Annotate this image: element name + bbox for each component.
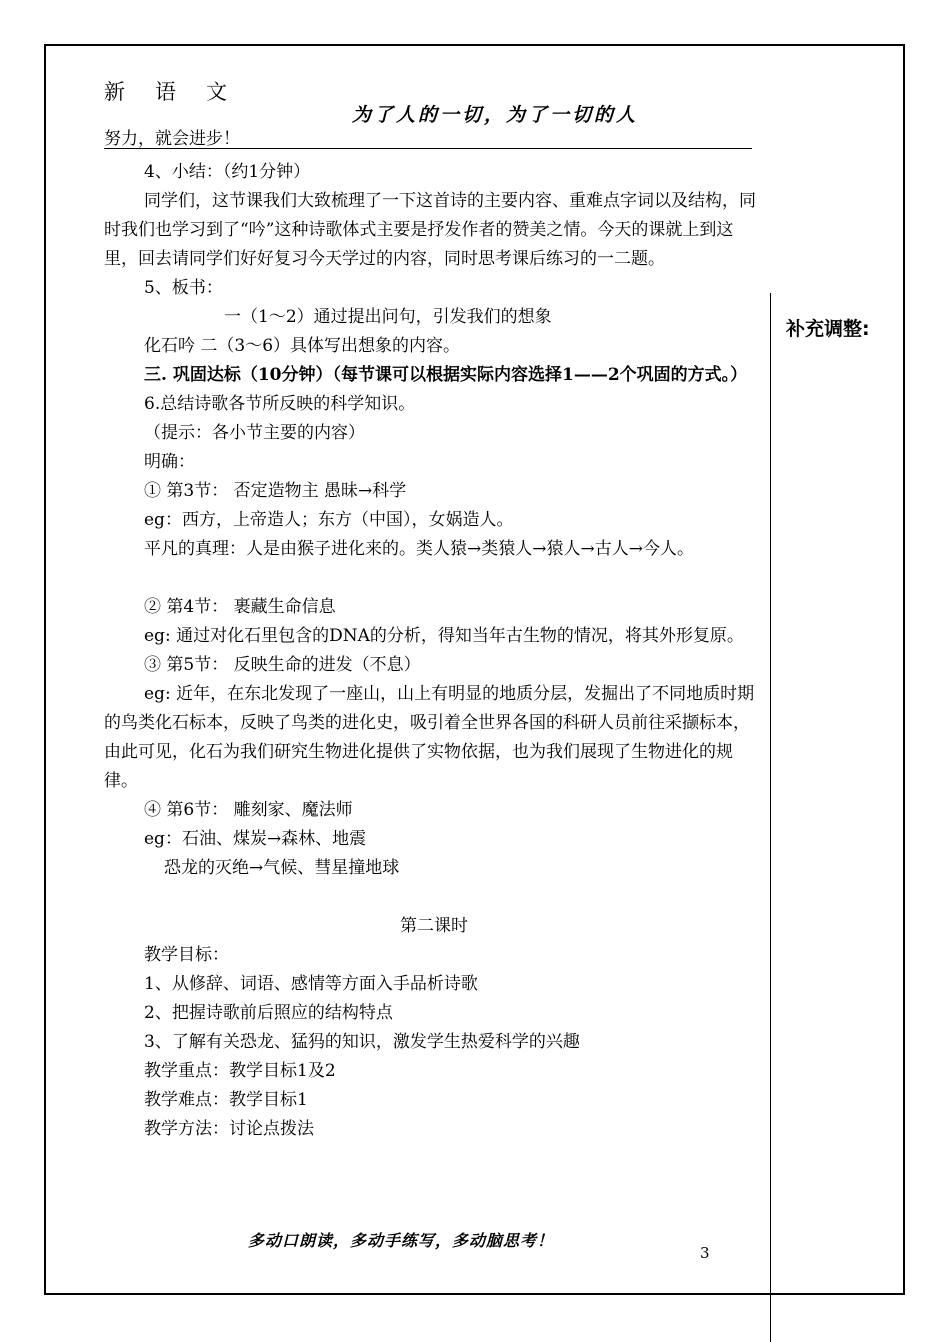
section-board-heading: 5、板书： <box>144 278 223 298</box>
side-column-label: 补充调整: <box>786 318 870 340</box>
page-number: 3 <box>700 1244 710 1262</box>
header-motto: 为了人的一切，为了一切的人 <box>352 104 639 126</box>
example-section-3: eg：西方，上帝造人；东方（中国），女娲造人。 <box>144 510 514 530</box>
section-summary-heading: 4、小结：（约1分钟） <box>144 162 311 182</box>
key-point: 教学重点：教学目标1及2 <box>144 1061 336 1081</box>
summary-paragraph: 同学们，这节课我们大致梳理了一下这首诗的主要内容、重难点字词以及结构，同时我们也学习到了“吟”这种诗歌体式主要是抒发作者的赞美之情。今天的课就上到这里，回去请同学们好好复习今天学过的内容，同时思考课后练习的一二题。 <box>104 191 756 269</box>
blank-line <box>104 883 764 912</box>
point-section-5: ③ 第5节： 反映生命的进发（不息） <box>144 655 421 675</box>
difficult-point: 教学难点：教学目标1 <box>144 1090 308 1110</box>
example-section-5: eg: 近年，在东北发现了一座山，山上有明显的地质分层，发掘出了不同地质时期的鸟类化石标本，反映了鸟类的进化史，吸引着全世界各国的科研人员前往采撷标本，由此可见，化石为我们研究生物进化提供了实物依据，也为我们展现了生物进化的规律。 <box>104 684 755 791</box>
section-consolidation-heading: 三. 巩固达标（10分钟）（每节课可以根据实际内容选择1——2个巩固的方式。） <box>144 365 748 385</box>
objective-3: 3、了解有关恐龙、猛犸的知识，激发学生热爱科学的兴趣 <box>144 1032 580 1052</box>
truth-line: 平凡的真理：人是由猴子进化来的。类人猿→类猿人→猿人→古人→今人。 <box>144 539 694 559</box>
point-section-3: ① 第3节： 否定造物主 愚昧→科学 <box>144 481 407 501</box>
board-line-2: 化石吟 二（3～6）具体写出想象的内容。 <box>144 336 461 356</box>
board-line-1: 一（1～2）通过提出问句，引发我们的想象 <box>224 307 552 327</box>
example-section-4: eg: 通过对化石里包含的DNA的分析，得知当年古生物的情况，将其外形复原。 <box>144 626 744 646</box>
objective-1: 1、从修辞、词语、感情等方面入手品析诗歌 <box>144 974 478 994</box>
teaching-method: 教学方法：讨论点拨法 <box>144 1119 314 1139</box>
hint: （提示：各小节主要的内容） <box>144 423 365 443</box>
point-section-6: ④ 第6节： 雕刻家、魔法师 <box>144 800 353 820</box>
blank-line <box>104 564 764 593</box>
objectives-label: 教学目标： <box>144 945 229 965</box>
header-rule <box>104 148 752 149</box>
header-title: 新语文 <box>104 80 257 104</box>
point-section-4: ② 第4节： 裹藏生命信息 <box>144 597 336 617</box>
example-section-6b: 恐龙的灭绝→气候、彗星撞地球 <box>164 858 400 878</box>
objective-2: 2、把握诗歌前后照应的结构特点 <box>144 1003 393 1023</box>
second-lesson-heading: 第二课时 <box>400 916 468 936</box>
footer-motto: 多动口朗读，多动手练写，多动脑思考！ <box>248 1231 555 1250</box>
header-subtitle: 努力，就会进步！ <box>104 129 240 149</box>
side-column-right-edge <box>904 293 905 343</box>
example-section-6a: eg：石油、煤炭→森林、地震 <box>144 829 367 849</box>
clarify-label: 明确： <box>144 452 195 472</box>
task-6: 6.总结诗歌各节所反映的科学知识。 <box>144 394 416 414</box>
side-column-divider <box>770 293 771 1342</box>
lesson-content <box>104 158 764 1144</box>
